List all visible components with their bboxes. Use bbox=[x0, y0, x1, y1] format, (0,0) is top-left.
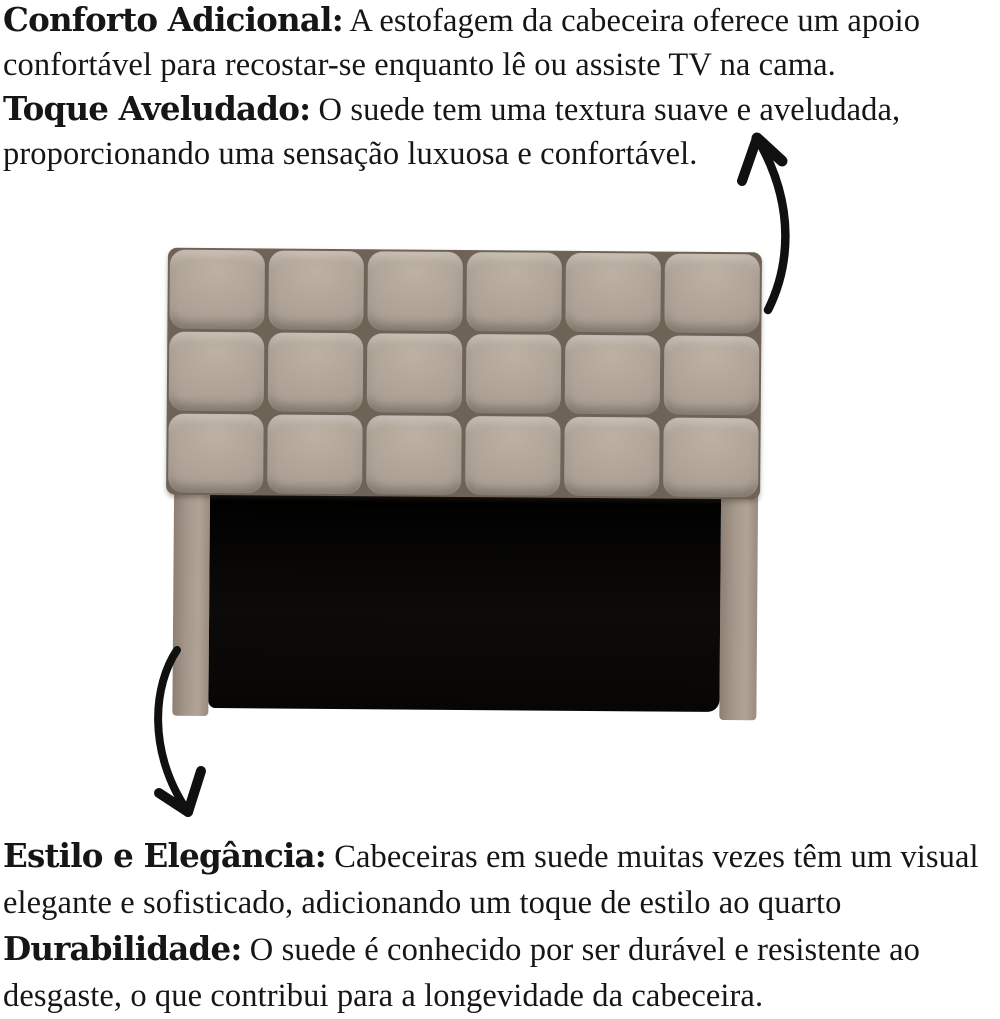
feature-text-bottom bbox=[3, 833, 997, 1019]
headboard-right-post bbox=[719, 495, 758, 720]
arrow-down-icon bbox=[138, 632, 218, 827]
tuft-cushion bbox=[466, 252, 562, 332]
feature-description: Cabeceiras em suede muitas vezes têm um visual elegante e sofisticado, adicionando um toque de estilo ao quarto bbox=[3, 839, 979, 921]
tuft-cushion bbox=[267, 415, 363, 495]
feature-label: Estilo e Elegância: bbox=[3, 836, 326, 875]
arrow-up-icon bbox=[718, 118, 808, 318]
tuft-cushion bbox=[168, 332, 264, 412]
tuft-cushion bbox=[564, 335, 660, 415]
tuft-cushion bbox=[366, 415, 462, 495]
feature-estilo-elegancia bbox=[3, 833, 997, 926]
tuft-cushion bbox=[663, 335, 759, 415]
tuft-cushion bbox=[564, 417, 660, 497]
tuft-cushion bbox=[465, 416, 561, 496]
feature-label: Conforto Adicional: bbox=[3, 0, 343, 39]
tuft-cushion bbox=[565, 252, 661, 332]
feature-description: A estofagem da cabeceira oferece um apoio confortável para recostar-se enquanto lê ou assiste TV na cama. bbox=[3, 3, 921, 83]
feature-label: Toque Aveludado: bbox=[3, 89, 311, 128]
feature-description: O suede é conhecido por ser durável e resistente ao desgaste, o que contribui para a longevidade da cabeceira. bbox=[3, 932, 920, 1014]
headboard-product-image bbox=[164, 248, 762, 721]
tuft-cushion bbox=[168, 414, 264, 494]
tuft-cushion bbox=[268, 250, 364, 330]
tuft-cushion bbox=[367, 251, 463, 331]
tuft-cushion bbox=[169, 249, 265, 329]
feature-description: O suede tem uma textura suave e aveludada, proporcionando uma sensação luxuosa e confortável. bbox=[3, 92, 901, 172]
tuft-cushion bbox=[366, 333, 462, 413]
feature-conforto-adicional bbox=[3, 0, 997, 87]
tuft-cushion bbox=[663, 418, 759, 498]
feature-text-top bbox=[3, 0, 997, 176]
feature-toque-aveludado bbox=[3, 87, 997, 176]
tuft-cushion bbox=[465, 334, 561, 414]
feature-durabilidade bbox=[3, 926, 997, 1019]
tufted-panel bbox=[166, 248, 762, 500]
feature-label: Durabilidade: bbox=[3, 929, 242, 968]
tuft-cushion bbox=[267, 332, 363, 412]
headboard-back-panel bbox=[208, 491, 721, 712]
